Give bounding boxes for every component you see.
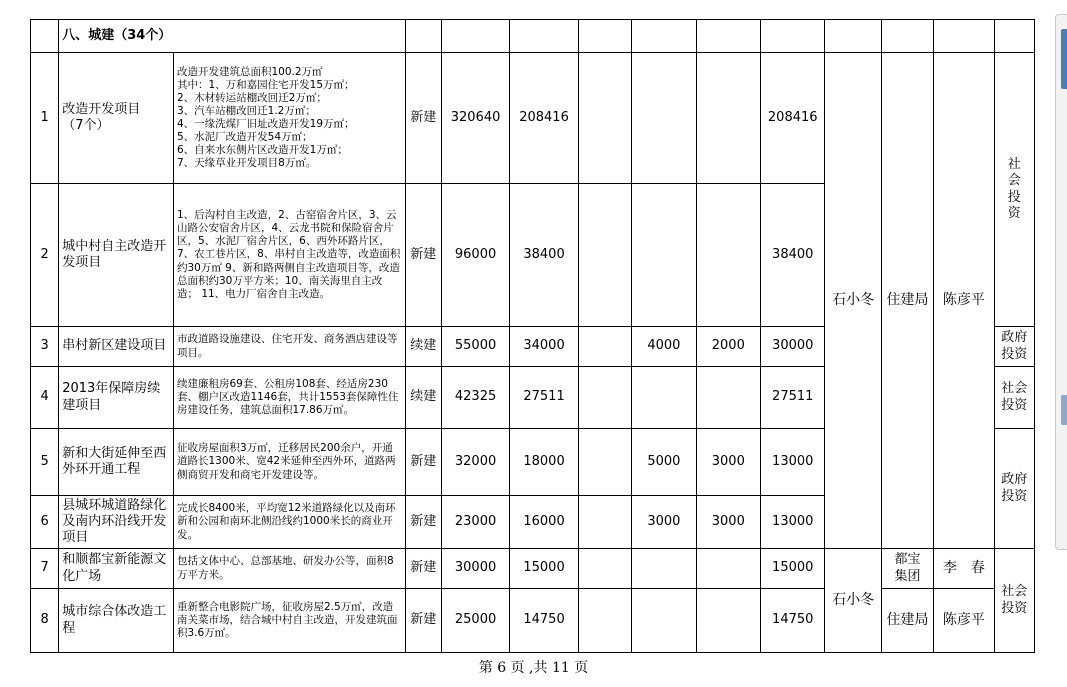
funding-col-1 bbox=[578, 327, 631, 367]
project-name: 2013年保障房续建项目 bbox=[59, 367, 174, 429]
funding-col-4: 208416 bbox=[761, 53, 825, 184]
row-index: 5 bbox=[31, 429, 59, 496]
row-index: 4 bbox=[31, 367, 59, 429]
total-investment: 25000 bbox=[441, 589, 509, 653]
project-description: 完成长8400米，平均宽12米道路绿化以及南环新和公园和南环北侧沿线约1000米长的商业开发。 bbox=[173, 496, 405, 549]
project-description: 征收房屋面积3万㎡，迁移居民200余户，开通道路长1300米、宽42米延伸至西外环，道路两侧商贸开发和商宅开发建设等。 bbox=[173, 429, 405, 496]
row-index: 2 bbox=[31, 184, 59, 327]
funding-col-1 bbox=[578, 496, 631, 549]
build-type: 新建 bbox=[405, 549, 441, 589]
total-investment: 96000 bbox=[441, 184, 509, 327]
section-index-cell bbox=[31, 20, 59, 53]
plan-investment: 14750 bbox=[510, 589, 578, 653]
funding-col-2: 4000 bbox=[632, 327, 696, 367]
responsible-department: 住建局 bbox=[881, 589, 933, 653]
row-index: 3 bbox=[31, 327, 59, 367]
empty-cell bbox=[405, 20, 441, 53]
project-name: 新和大街延伸至西外环开通工程 bbox=[59, 429, 174, 496]
investment-source: 政府 投资 bbox=[994, 429, 1034, 549]
total-investment: 23000 bbox=[441, 496, 509, 549]
row-index: 6 bbox=[31, 496, 59, 549]
widget-tile bbox=[1061, 29, 1067, 89]
empty-cell bbox=[994, 20, 1034, 53]
empty-cell bbox=[761, 20, 825, 53]
page-footer: 第 6 页 ,共 11 页 bbox=[478, 660, 589, 676]
total-investment: 55000 bbox=[441, 327, 509, 367]
funding-col-1 bbox=[578, 589, 631, 653]
table-row bbox=[31, 589, 1035, 653]
project-name: 县城环城道路绿化及南内环沿线开发项目 bbox=[59, 496, 174, 549]
build-type: 新建 bbox=[405, 184, 441, 327]
responsible-leader: 石小冬 bbox=[825, 53, 881, 549]
project-description: 改造开发建筑总面积100.2万㎡ 其中：1、万和嘉园住宅开发15万㎡； 2、木材转运站棚改回迁2万㎡； 3、汽车站棚改回迁1.2万㎡； 4、一缘洗煤厂旧址改造开发19万㎡； 5、水泥厂改造开发54万㎡； 6、自来水东侧片区改造开发1万㎡； 7、天缘草业开发项目8万㎡。 bbox=[173, 53, 405, 184]
plan-investment: 27511 bbox=[510, 367, 578, 429]
responsible-department: 住建局 bbox=[881, 53, 933, 549]
funding-col-4: 13000 bbox=[761, 496, 825, 549]
project-name: 城市综合体改造工程 bbox=[59, 589, 174, 653]
funding-col-1 bbox=[578, 184, 631, 327]
build-type: 新建 bbox=[405, 429, 441, 496]
side-panel-widget[interactable] bbox=[1055, 14, 1067, 550]
build-type: 新建 bbox=[405, 589, 441, 653]
plan-investment: 208416 bbox=[510, 53, 578, 184]
funding-col-3 bbox=[696, 589, 760, 653]
empty-cell bbox=[632, 20, 696, 53]
plan-investment: 34000 bbox=[510, 327, 578, 367]
funding-col-1 bbox=[578, 367, 631, 429]
responsible-person: 陈彦平 bbox=[934, 53, 994, 549]
build-type: 新建 bbox=[405, 496, 441, 549]
plan-investment: 16000 bbox=[510, 496, 578, 549]
empty-cell bbox=[696, 20, 760, 53]
plan-investment: 18000 bbox=[510, 429, 578, 496]
total-investment: 30000 bbox=[441, 549, 509, 589]
row-index: 8 bbox=[31, 589, 59, 653]
empty-cell bbox=[578, 20, 631, 53]
row-index: 7 bbox=[31, 549, 59, 589]
row-index: 1 bbox=[31, 53, 59, 184]
funding-col-2 bbox=[632, 549, 696, 589]
funding-col-3 bbox=[696, 367, 760, 429]
investment-source: 社会 投资 bbox=[994, 367, 1034, 429]
funding-col-4: 38400 bbox=[761, 184, 825, 327]
project-name: 串村新区建设项目 bbox=[59, 327, 174, 367]
empty-cell bbox=[881, 20, 933, 53]
project-name: 改造开发项目 （7个） bbox=[59, 53, 174, 184]
empty-cell bbox=[441, 20, 509, 53]
widget-tile bbox=[1061, 395, 1067, 425]
investment-source: 社 会 投 资 bbox=[994, 53, 1034, 327]
funding-col-2 bbox=[632, 184, 696, 327]
project-name: 城中村自主改造开发项目 bbox=[59, 184, 174, 327]
funding-col-4: 30000 bbox=[761, 327, 825, 367]
funding-col-2 bbox=[632, 589, 696, 653]
project-name: 和顺都宝新能源文化广场 bbox=[59, 549, 174, 589]
funding-col-4: 14750 bbox=[761, 589, 825, 653]
funding-col-3: 3000 bbox=[696, 496, 760, 549]
project-description: 包括文体中心、总部基地、研发办公等，面积8万平方米。 bbox=[173, 549, 405, 589]
responsible-person: 李 春 bbox=[934, 549, 994, 589]
section-title: 八、城建（34个） bbox=[59, 20, 405, 53]
funding-col-3 bbox=[696, 549, 760, 589]
funding-col-3: 2000 bbox=[696, 327, 760, 367]
project-description: 重新整合电影院广场，征收房屋2.5万㎡，改造南关菜市场，结合城中村自主改造，开发建筑面积3.6万㎡。 bbox=[173, 589, 405, 653]
total-investment: 32000 bbox=[441, 429, 509, 496]
funding-col-1 bbox=[578, 549, 631, 589]
funding-col-3: 3000 bbox=[696, 429, 760, 496]
build-type: 新建 bbox=[405, 53, 441, 184]
table-row bbox=[31, 53, 1035, 184]
funding-col-1 bbox=[578, 53, 631, 184]
plan-investment: 38400 bbox=[510, 184, 578, 327]
plan-investment: 15000 bbox=[510, 549, 578, 589]
funding-col-2: 5000 bbox=[632, 429, 696, 496]
project-description: 市政道路设施建设、住宅开发、商务酒店建设等项目。 bbox=[173, 327, 405, 367]
responsible-leader: 石小冬 bbox=[825, 549, 881, 653]
funding-col-3 bbox=[696, 53, 760, 184]
funding-col-1 bbox=[578, 429, 631, 496]
empty-cell bbox=[825, 20, 881, 53]
section-header-row bbox=[31, 20, 1035, 53]
investment-source: 社会 投资 bbox=[994, 549, 1034, 653]
table-row bbox=[31, 549, 1035, 589]
funding-col-2 bbox=[632, 367, 696, 429]
funding-col-3 bbox=[696, 184, 760, 327]
project-description: 1、后沟村自主改造，2、古窑宿舍片区，3、云山路公安宿舍片区，4、云龙书院和保险宿舍片区，5、水泥厂宿舍片区，6、西外环路片区，7、农工巷片区，8、串村自主改造等，改造面积约30万㎡ 9、新和路两侧自主改造项目等，改造总面积约30万平方米；10、南关海里自主改造； 11、电力厂宿舍自主改造。 bbox=[173, 184, 405, 327]
responsible-person: 陈彦平 bbox=[934, 589, 994, 653]
build-type: 续建 bbox=[405, 327, 441, 367]
empty-cell bbox=[510, 20, 578, 53]
build-type: 续建 bbox=[405, 367, 441, 429]
responsible-department: 都宝 集团 bbox=[881, 549, 933, 589]
empty-cell bbox=[934, 20, 994, 53]
project-description: 续建廉租房69套、公租房108套、经适房230套、棚户区改造1146套，共计1553套保障性住房建设任务，建筑总面积17.86万㎡。 bbox=[173, 367, 405, 429]
funding-col-4: 13000 bbox=[761, 429, 825, 496]
total-investment: 320640 bbox=[441, 53, 509, 184]
funding-col-4: 27511 bbox=[761, 367, 825, 429]
funding-col-2: 3000 bbox=[632, 496, 696, 549]
funding-col-2 bbox=[632, 53, 696, 184]
total-investment: 42325 bbox=[441, 367, 509, 429]
spreadsheet-table bbox=[30, 19, 1035, 653]
funding-col-4: 15000 bbox=[761, 549, 825, 589]
investment-source: 政府 投资 bbox=[994, 327, 1034, 367]
